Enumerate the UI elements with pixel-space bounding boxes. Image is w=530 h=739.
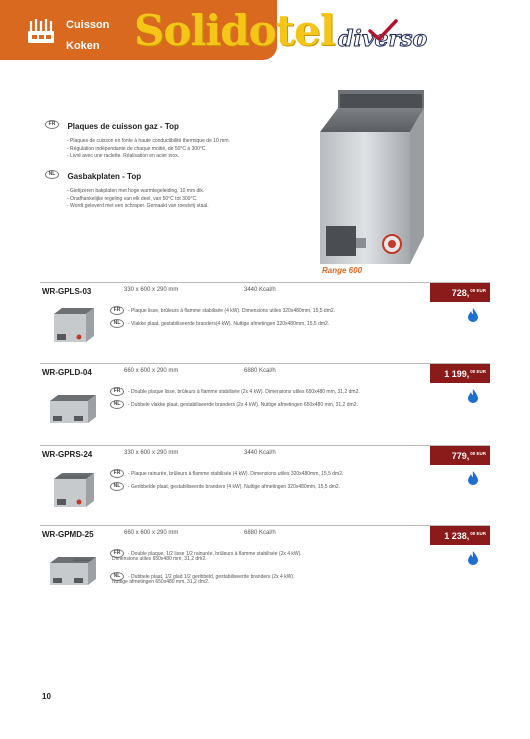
price-value: 779, — [451, 451, 470, 461]
burner-grid-icon — [26, 17, 56, 45]
product-image — [48, 551, 98, 589]
intro-line: - Régulation indépendante de chaque moitié, de 50°C à 300°C. — [67, 145, 207, 152]
desc-text: - Geribbelde plaat, gestabiliseerde branders (4 kW). Nuttige afmetingen 320x480mm, 15,5 dm2. — [128, 483, 341, 490]
product-dimensions: 660 x 600 x 290 mm — [124, 368, 179, 374]
intro-title-nl: Gasbakplaten - Top — [67, 172, 142, 181]
intro-line: - Livré avec une raclette. Réalisation en acier inox. — [67, 153, 180, 159]
product-image — [48, 471, 98, 509]
intro-title-fr: Plaques de cuisson gaz - Top — [67, 122, 179, 131]
price-badge — [430, 283, 490, 302]
intro-fr — [45, 116, 305, 161]
product-image — [48, 306, 98, 344]
product-row — [40, 525, 490, 585]
language-badge-nl: NL — [110, 482, 124, 491]
desc-text: - Dubbele plaat, 1/2 glad 1/2 geribbeld, gestabiliseerde branders (2x 4 kW). — [128, 573, 295, 580]
gas-flame-icon — [468, 308, 478, 322]
product-power: 3440 Kcal/h — [244, 450, 276, 456]
product-model: WR-GPLS-03 — [42, 287, 92, 296]
griddle-hero-image — [318, 86, 428, 266]
intro-line: - Onafhankelijke regeling van elk deel, van 50°C tot 300°C. — [67, 195, 198, 202]
product-desc-fr — [110, 469, 343, 478]
range-label: Range 600 — [322, 266, 363, 275]
language-badge-fr: FR — [110, 549, 124, 558]
desc-text: - Double plaque, 1/2 lisse 1/2 rainurée, brûleurs à flamme stabilisée (2x 4 kW). — [128, 550, 302, 557]
product-row — [40, 445, 490, 490]
intro-line: - Wordt geleverd met een schraper. Gemaakt van roestvrij staal. — [67, 203, 209, 209]
product-image — [48, 389, 98, 427]
product-header — [40, 445, 490, 463]
price-badge — [430, 446, 490, 465]
page-number: 10 — [42, 692, 51, 701]
gas-flame-icon — [468, 471, 478, 485]
desc-text: - Double plaque lisse, brûleurs à flamme stabilisée (2x 4 kW). Dimensions utiles 650x480 mm, 31,2 dm2. — [128, 388, 360, 395]
product-model: WR-GPMD-25 — [42, 530, 94, 539]
product-header — [40, 525, 490, 543]
product-model: WR-GPRS-24 — [42, 450, 93, 459]
gas-flame-icon — [468, 551, 478, 565]
intro-line: - Plaques de cuisson en fonte à haute conductibilité thermique de 10 mm. — [67, 138, 230, 144]
brand-sub-logo: diverso — [338, 26, 428, 52]
price-currency: 00 EUR — [470, 288, 486, 293]
product-power: 3440 Kcal/h — [244, 287, 276, 293]
product-row — [40, 282, 490, 327]
brand-logo: Solidotel — [134, 6, 335, 55]
desc-text: - Vlakke plaat, gestabiliseerde branders(4 kW). Nuttige afmetingen 320x480mm, 15,5 dm2. — [128, 320, 330, 327]
product-dimensions: 660 x 600 x 290 mm — [124, 530, 179, 536]
desc-text: - Dubbele vlakke plaat, gestabiliseerde branders (2x 4 kW). Nuttige afmetingen 650x480 mm, 31,2 dm2. — [128, 401, 358, 408]
desc-text: - Plaque rainurée, brûleurs à flamme stabilisée (4 kW). Dimensions utiles 320x480mm, 15,5 dm2. — [128, 470, 344, 477]
product-desc-fr — [110, 306, 335, 315]
checkmark-icon — [368, 19, 398, 41]
intro-nl — [45, 166, 305, 211]
product-desc-nl — [110, 400, 358, 409]
price-currency: 00 EUR — [470, 451, 486, 456]
category-title-fr: Cuisson — [66, 19, 110, 31]
intro-line: - Gietijzeren bakplaten met hoge warmtegeleiding, 10 mm dik. — [67, 188, 205, 194]
price-badge — [430, 364, 490, 383]
language-badge-nl: NL — [110, 572, 124, 581]
category-title-nl: Koken — [66, 40, 100, 52]
product-desc-fr — [110, 387, 360, 396]
price-value: 1 199, — [444, 369, 470, 379]
product-power: 6880 Kcal/h — [244, 368, 276, 374]
language-badge-fr: FR — [45, 120, 59, 129]
language-badge-fr: FR — [110, 306, 124, 315]
product-row — [40, 363, 490, 408]
price-badge — [430, 526, 490, 545]
price-value: 728, — [451, 288, 470, 298]
product-model: WR-GPLD-04 — [42, 368, 92, 377]
price-currency: 00 EUR — [470, 369, 486, 374]
gas-flame-icon — [468, 389, 478, 403]
language-badge-nl: NL — [45, 170, 59, 179]
product-dimensions: 330 x 600 x 290 mm — [124, 450, 179, 456]
product-desc-nl — [110, 482, 340, 491]
desc-text: - Plaque lisse, brûleurs à flamme stabilisée (4 kW). Dimensions utiles 320x480mm, 15,5 dm2. — [128, 307, 336, 314]
language-badge-nl: NL — [110, 400, 124, 409]
product-desc-nl-cont: Nuttige afmetingen 650x480 mm, 31,2 dm2. — [112, 579, 210, 585]
price-currency: 00 EUR — [470, 531, 486, 536]
product-desc-nl — [110, 319, 329, 328]
language-badge-fr: FR — [110, 469, 124, 478]
product-header — [40, 363, 490, 381]
price-value: 1 238, — [444, 531, 470, 541]
language-badge-nl: NL — [110, 319, 124, 328]
product-power: 6880 Kcal/h — [244, 530, 276, 536]
product-dimensions: 330 x 600 x 290 mm — [124, 287, 179, 293]
product-desc-fr-cont: Dimensions utiles 650x480 mm, 31,2 dm2. — [112, 556, 207, 562]
language-badge-fr: FR — [110, 387, 124, 396]
product-header — [40, 282, 490, 300]
